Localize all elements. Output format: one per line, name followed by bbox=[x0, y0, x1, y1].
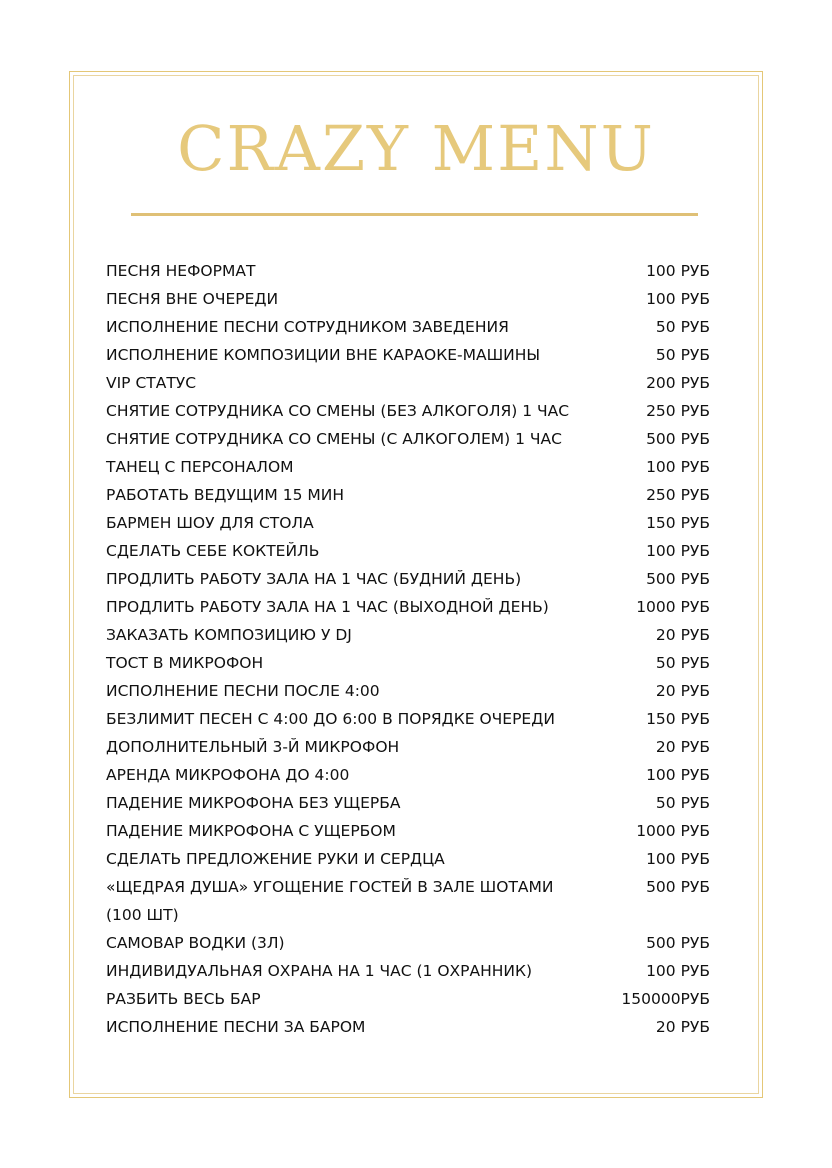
menu-item-price: 50 РУБ bbox=[655, 346, 710, 364]
menu-item bbox=[106, 621, 710, 649]
title-divider bbox=[131, 213, 698, 216]
menu-item-name: БЕЗЛИМИТ ПЕСЕН С 4:00 ДО 6:00 В ПОРЯДКЕ ОЧЕРЕДИ bbox=[106, 710, 555, 728]
menu-item-name: ДОПОЛНИТЕЛЬНЫЙ 3-Й МИКРОФОН bbox=[106, 738, 400, 756]
menu-item-name: ПАДЕНИЕ МИКРОФОНА БЕЗ УЩЕРБА bbox=[106, 794, 401, 812]
menu-item-name: VIP СТАТУС bbox=[106, 374, 197, 392]
menu-item-price: 100 РУБ bbox=[646, 262, 710, 280]
menu-item-price: 100 РУБ bbox=[646, 458, 710, 476]
menu-item-price: 500 РУБ bbox=[646, 878, 710, 896]
menu-item bbox=[106, 817, 710, 845]
menu-item-price: 500 РУБ bbox=[646, 430, 710, 448]
menu-item-price: 250 РУБ bbox=[646, 402, 710, 420]
menu-item-price: 200 РУБ bbox=[646, 374, 710, 392]
menu-item-name: РАЗБИТЬ ВЕСЬ БАР bbox=[106, 990, 261, 1008]
menu-item-price: 150000РУБ bbox=[621, 990, 710, 1008]
menu-item-price: 50 РУБ bbox=[655, 654, 710, 672]
menu-item bbox=[106, 453, 710, 481]
menu-item bbox=[106, 425, 710, 453]
menu-item-name: ПЕСНЯ НЕФОРМАТ bbox=[106, 262, 256, 280]
menu-item-name: СДЕЛАТЬ СЕБЕ КОКТЕЙЛЬ bbox=[106, 542, 320, 560]
menu-item-price: 500 РУБ bbox=[646, 934, 710, 952]
menu-item bbox=[106, 565, 710, 593]
menu-item bbox=[106, 789, 710, 817]
menu-item bbox=[106, 397, 710, 425]
menu-item bbox=[106, 509, 710, 537]
menu-item-name: СНЯТИЕ СОТРУДНИКА СО СМЕНЫ (С АЛКОГОЛЕМ) 1 ЧАС bbox=[106, 430, 562, 448]
menu-item bbox=[106, 313, 710, 341]
menu-item-name: САМОВАР ВОДКИ (3Л) bbox=[106, 934, 285, 952]
menu-item-price: 20 РУБ bbox=[655, 738, 710, 756]
menu-item-price: 100 РУБ bbox=[646, 962, 710, 980]
menu-item bbox=[106, 369, 710, 397]
menu-item-name: ПАДЕНИЕ МИКРОФОНА С УЩЕРБОМ bbox=[106, 822, 396, 840]
menu-item bbox=[106, 285, 710, 313]
menu-item-name: ТАНЕЦ С ПЕРСОНАЛОМ bbox=[106, 458, 294, 476]
menu-item bbox=[106, 537, 710, 565]
menu-item-price: 150 РУБ bbox=[646, 710, 710, 728]
menu-item bbox=[106, 649, 710, 677]
menu-item-price: 50 РУБ bbox=[655, 794, 710, 812]
menu-item-name: ТОСТ В МИКРОФОН bbox=[106, 654, 264, 672]
menu-item-price: 150 РУБ bbox=[646, 514, 710, 532]
menu-item-price: 500 РУБ bbox=[646, 570, 710, 588]
menu-item bbox=[106, 873, 710, 929]
menu-item-name: БАРМЕН ШОУ ДЛЯ СТОЛА bbox=[106, 514, 314, 532]
menu-item bbox=[106, 929, 710, 957]
menu-item bbox=[106, 593, 710, 621]
menu-item bbox=[106, 845, 710, 873]
menu-item-price: 1000 РУБ bbox=[636, 598, 710, 616]
menu-item bbox=[106, 341, 710, 369]
menu-item-name: СНЯТИЕ СОТРУДНИКА СО СМЕНЫ (БЕЗ АЛКОГОЛЯ) 1 ЧАС bbox=[106, 402, 570, 420]
menu-item-price: 250 РУБ bbox=[646, 486, 710, 504]
menu-item bbox=[106, 481, 710, 509]
menu-item-price: 100 РУБ bbox=[646, 290, 710, 308]
menu-item bbox=[106, 1013, 710, 1041]
menu-item bbox=[106, 257, 710, 285]
menu-item-price: 20 РУБ bbox=[655, 626, 710, 644]
menu-item-name: ИСПОЛНЕНИЕ ПЕСНИ ПОСЛЕ 4:00 bbox=[106, 682, 380, 700]
menu-item-price: 20 РУБ bbox=[655, 682, 710, 700]
menu-item-name: ПРОДЛИТЬ РАБОТУ ЗАЛА НА 1 ЧАС (ВЫХОДНОЙ ДЕНЬ) bbox=[106, 598, 549, 616]
menu-item bbox=[106, 677, 710, 705]
menu-item-price: 100 РУБ bbox=[646, 766, 710, 784]
menu-title: CRAZY MENU bbox=[177, 112, 655, 185]
menu-item-price: 100 РУБ bbox=[646, 542, 710, 560]
menu-item-name: ИСПОЛНЕНИЕ ПЕСНИ СОТРУДНИКОМ ЗАВЕДЕНИЯ bbox=[106, 318, 509, 336]
menu-item-price: 50 РУБ bbox=[655, 318, 710, 336]
menu-item-name: ПЕСНЯ ВНЕ ОЧЕРЕДИ bbox=[106, 290, 279, 308]
menu-item-name: АРЕНДА МИКРОФОНА ДО 4:00 bbox=[106, 766, 350, 784]
menu-item-name: ИНДИВИДУАЛЬНАЯ ОХРАНА НА 1 ЧАС (1 ОХРАННИК) bbox=[106, 962, 533, 980]
menu-item-price: 20 РУБ bbox=[655, 1018, 710, 1036]
menu-item-name: РАБОТАТЬ ВЕДУЩИМ 15 МИН bbox=[106, 486, 344, 504]
menu-item-name: СДЕЛАТЬ ПРЕДЛОЖЕНИЕ РУКИ И СЕРДЦА bbox=[106, 850, 445, 868]
menu-item-price: 1000 РУБ bbox=[636, 822, 710, 840]
menu-item-price: 100 РУБ bbox=[646, 850, 710, 868]
menu-item-name: ЗАКАЗАТЬ КОМПОЗИЦИЮ У DJ bbox=[106, 626, 352, 644]
menu-item bbox=[106, 733, 710, 761]
menu-list bbox=[106, 257, 710, 1041]
menu-item bbox=[106, 761, 710, 789]
menu-item bbox=[106, 705, 710, 733]
menu-item bbox=[106, 985, 710, 1013]
menu-item bbox=[106, 957, 710, 985]
menu-item-name: ИСПОЛНЕНИЕ КОМПОЗИЦИИ ВНЕ КАРАОКЕ-МАШИНЫ bbox=[106, 346, 541, 364]
menu-item-name: «ЩЕДРАЯ ДУША» УГОЩЕНИЕ ГОСТЕЙ В ЗАЛЕ ШОТАМИ (100 ШТ) bbox=[106, 878, 554, 924]
menu-item-name: ПРОДЛИТЬ РАБОТУ ЗАЛА НА 1 ЧАС (БУДНИЙ ДЕНЬ) bbox=[106, 570, 522, 588]
menu-item-name: ИСПОЛНЕНИЕ ПЕСНИ ЗА БАРОМ bbox=[106, 1018, 366, 1036]
